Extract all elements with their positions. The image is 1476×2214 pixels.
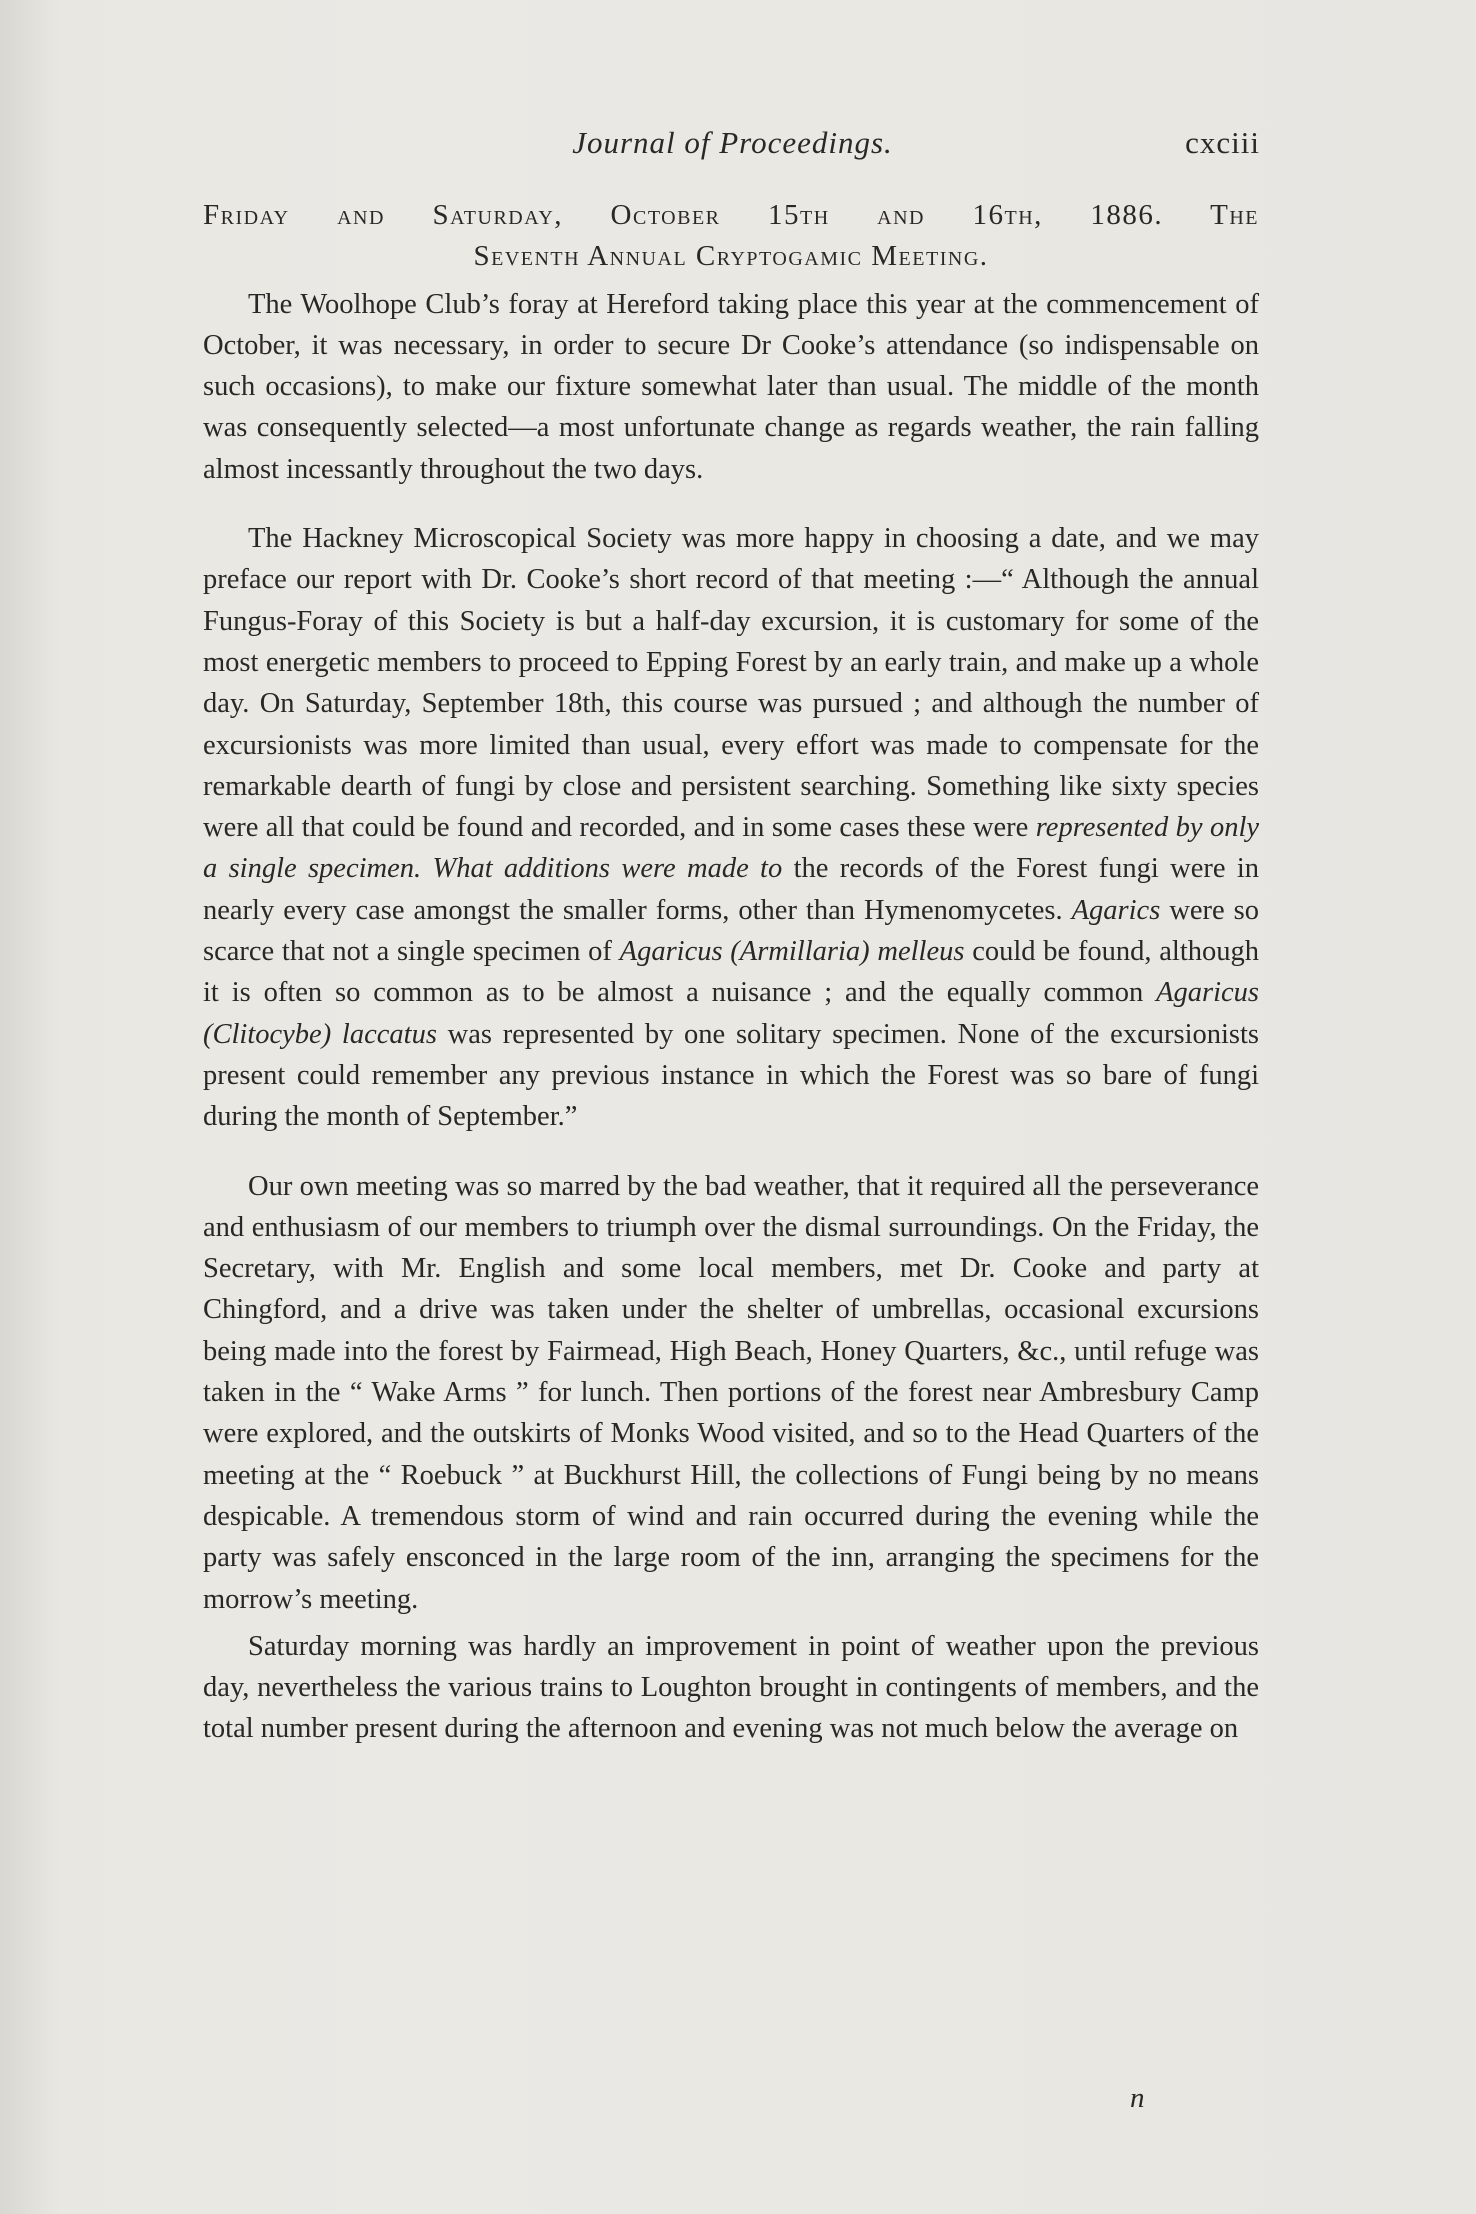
hackney-text-g: could be found, although it is often so common as to be almost a nuisance ; and the equally common (203, 936, 1260, 1009)
page-number: cxciii (1185, 125, 1260, 160)
hackney-text-clitocybe: Agaricus (Clitocybe) laccatus (203, 977, 1259, 1050)
body-text (203, 195, 1259, 1750)
section-heading-line-2: Seventh Annual Cryptogamic Meeting. (473, 240, 989, 273)
paragraph-own-meeting: Our own meeting was so marred by the bad weather, that it required all the perseverance and enthusiasm of our members to triumph over the dismal surroundings. On the Friday, the Secretary, with Mr. English and some local members, met Dr. Cooke and party at Chingford, and a drive was taken under the shelter of umbrellas, occasional excursions being made into the forest by Fairmead, High Beach, Honey Quarters, &c., until refuge was taken in the “ Wake Arms ” for lunch. Then portions of the forest near Ambresbury Camp were explored, and the outskirts of Monks Wood visited, and so to the Head Quarters of the meeting at the “ Roebuck ” at Buckhurst Hill, the collections of Fungi being by no means despicable. A tremendous storm of wind and rain occurred during the evening while the party was safely ensconced in the large room of the inn, arranging the specimens for the morrow’s meeting. (203, 1170, 1259, 1615)
hackney-text-c: the records of the Forest fungi were in nearly every case amongst the smaller forms, other than Hymenomycetes. (203, 853, 1259, 926)
paragraph-woolhope-foray: The Woolhope Club’s foray at Hereford taking place this year at the commencement of October, it was necessary, in order to secure Dr Cooke’s attendance (so indispensable on such occasions), to make our fixture somewhat later than usual. The middle of the month was consequently selected—a most unfortunate change as regards weather, the rain falling almost incessantly throughout the two days. (203, 288, 1259, 485)
hackney-text-i: was represented by one solitary specimen. None of the excursionists present could remember any previous instance in which the Forest was so bare of fungi during the month of September.” (203, 1018, 1260, 1133)
running-title: Journal of Proceedings. (572, 125, 893, 160)
hackney-text-e: were so scarce that not a single specimen of (203, 894, 1260, 968)
paragraph-hackney-society (203, 518, 1259, 1137)
signature-mark: n (1130, 2082, 1145, 2114)
hackney-text-b-italic: represented by only a single specimen. What additions were made to (203, 812, 1260, 885)
section-heading-line-1: Friday and Saturday, October 15th and 16th, 1886. The (203, 199, 1259, 231)
hackney-text-a: The Hackney Microscopical Society was more happy in choosing a date, and we may preface our report with Dr. Cooke’s short record of that meeting :—“ Although the annual Fungus-Foray of this Society is but a half-day excursion, it is customary for some of the most energetic members to proceed to Epping Forest by an early train, and make up a whole day. On Saturday, September 18th, this course was pursued ; and although the number of excursionists was more limited than usual, every effort was made to compensate for the remarkable dearth of fungi by close and persistent searching. Something like sixty species were all that could be found and recorded, and in some cases these were (203, 523, 1259, 844)
hackney-text-armillaria: Agaricus (Armillaria) melleus (619, 936, 965, 968)
page-header (205, 125, 1260, 165)
paragraph-saturday-morning: Saturday morning was hardly an improvement in point of weather upon the previous day, nevertheless the various trains to Loughton brought in contingents of members, and the total number present during the afternoon and evening was not much below the average on (203, 1630, 1259, 1745)
hackney-text-agarics: Agarics (1071, 894, 1161, 926)
